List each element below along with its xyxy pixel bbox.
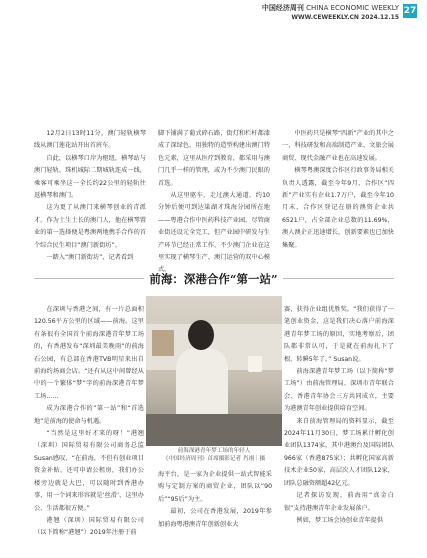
paragraph: 港翘（深圳）国际贸易有限公司（以下简称“港翘”）2019年注册于前 xyxy=(34,516,144,537)
photo-person-head xyxy=(188,320,214,350)
photo-person-body xyxy=(176,348,228,418)
paragraph: 例如，梦工场会协创业青年提供 xyxy=(296,516,384,524)
photo-table xyxy=(146,414,282,446)
header-url-date xyxy=(262,13,399,22)
paragraph: 自此，以横琴口岸为枢纽，横琴站与澳门轻轨、珠机城际二期城轨连成一线，乘客可乘坐这一全长约22公里的轻轨往返横琴和澳门。 xyxy=(34,154,146,200)
paragraph: 横琴粤澳深度合作区行政事务局相关负责人透露，截至今年9月，合作区“四新”产业实有企业1.7万户，截至今年10月末，合作区登记在册的澳资企业共6521户，占全部企业总数的11.69%，澳人澳企正迅速增长，创新要素也已加快集聚。 xyxy=(282,167,394,249)
top-column-1 xyxy=(34,128,146,264)
mid-column-2-lower xyxy=(158,469,272,531)
paragraph: 前海深港青年梦工场（以下简称“梦工场”）由前海管理局、深圳市青年联合会、香港青年协会三方共同成立，主要为港澳青年创业提供培育空间。 xyxy=(284,368,394,413)
magazine-url: WWW.CEWEEKLY.CN xyxy=(291,14,359,21)
magazine-name xyxy=(262,4,399,13)
photo-caption-line-2: 《中国经济周刊》首席摄影记者 肖翊｜摄 xyxy=(162,456,266,462)
paragraph: 海平台，是一家为企业提供一站式智能采购与定制方案的商贸企业，团队以“90后”“95后”为主。 xyxy=(158,471,272,503)
section-title: 前海：深港合作“第一站” xyxy=(149,272,278,286)
photo-young-entrepreneur xyxy=(146,296,282,446)
paragraph: 成为深港合作的“第一站”和“首选地”是前海的使命与机遇。 xyxy=(34,405,144,425)
paragraph: “当然是这里好才来的呀！”港翘（深圳）国际贸易有限公司商务总监Susan感叹，“在前海，不但有创业项目资金补贴，还可申请公租房，我们办公楼旁边就是大巴，可以随时到香港办事，用一个词来形容就是‘丝滑’，这里办公、生活都很方便。” xyxy=(34,430,144,512)
magazine-name-en: CHINA ECONOMIC WEEKLY xyxy=(306,4,399,12)
header-text xyxy=(262,4,399,22)
paragraph: 一踏入“澳门新街坊”，记者看到 xyxy=(46,254,134,262)
paragraph: 记者探访发现，前海用“真金白银”支持港澳青年企业发展落户。 xyxy=(284,492,394,512)
photo-books xyxy=(152,330,174,356)
photo-mug xyxy=(248,356,262,372)
paragraph: 赛，获得企业组优胜奖。“我们获得了一笔创业资金，这是我们决心落户前海深港青年梦工场的原因，实地考察后，团队都非常认可，于是就在前海扎下了根，转瞬5年了。” Susan说。 xyxy=(284,306,394,363)
photo-caption-line-1: 前海深港青年梦工场的年轻人 xyxy=(177,448,251,454)
paragraph: 来自前海管理局的资料显示，截至2024年11月30日，梦工场累计孵化创业团队1374家，其中港澳台及国际团队966家（香港875家）；共孵化国家高新技术企业50家，高层次人才团队12家，团队总融资额超42亿元。 xyxy=(284,417,394,487)
mid-column-3 xyxy=(284,304,394,527)
paragraph: 在深圳与香港之间，有一片总面积120.56平方公里的区域——前海。这里有条很有全国首个前海深港青年梦工场的，有香港发布“深圳最美晚雨”的前海石公园，有总部在香港TVB明星来出自前海约场商会店。“还有从这中间曾经从中的一个繁体“梦”字的前海深港青年梦工场…… xyxy=(34,306,144,400)
issue-date: 2024.12.15 xyxy=(361,14,399,21)
mid-column-1 xyxy=(34,304,144,540)
paragraph: 这为更了从澳门来横琴创业的青派才。作为土生土长的澳门人，他在横琴置业的第一选择便是粤澳两地携手合作的首个综合民生项目“澳门新街坊”。 xyxy=(34,204,146,249)
photo-caption xyxy=(146,447,282,463)
top-column-2 xyxy=(158,128,270,277)
paragraph: 从这里驱车，走过澳大通道，约10分钟后便可到达巢湖才珠海分园所在地——粤港合作中医药科技产业园。尽管商业街还设元全完工，但产业园中研发与生产环节已经正常工作，不少澳门企业在这里实现了横琴生产、澳门运营的双中心模式。 xyxy=(158,192,270,274)
paragraph: 脚下铺满了葡式碎石路，街灯和栏杆都漆成了深绿色，用独特的造型构建出澳门特色元素，这里从医疗到教育，都采用与澳门几乎一样的管理，或为不少澳门民眼的首选。 xyxy=(158,130,270,187)
title-rule-right xyxy=(283,278,394,279)
paragraph: 12月2日13时11分，澳门轻轨横琴线从澳门莲花站开出首班车。 xyxy=(34,130,146,150)
top-column-3 xyxy=(282,128,394,252)
page-header xyxy=(262,4,417,30)
paragraph: 最初，公司在香港发展，2019年参加前海粤港澳青年创新创业大 xyxy=(158,508,272,528)
page-number: 27 xyxy=(403,6,417,16)
paragraph: 中医药只是横琴“四新”产业的其中之一，科技研发和高端制造产业、文旅会展商贸、现代金融产业也在高速发展。 xyxy=(282,130,394,162)
magazine-name-cn: 中国经济周刊 xyxy=(261,4,304,12)
